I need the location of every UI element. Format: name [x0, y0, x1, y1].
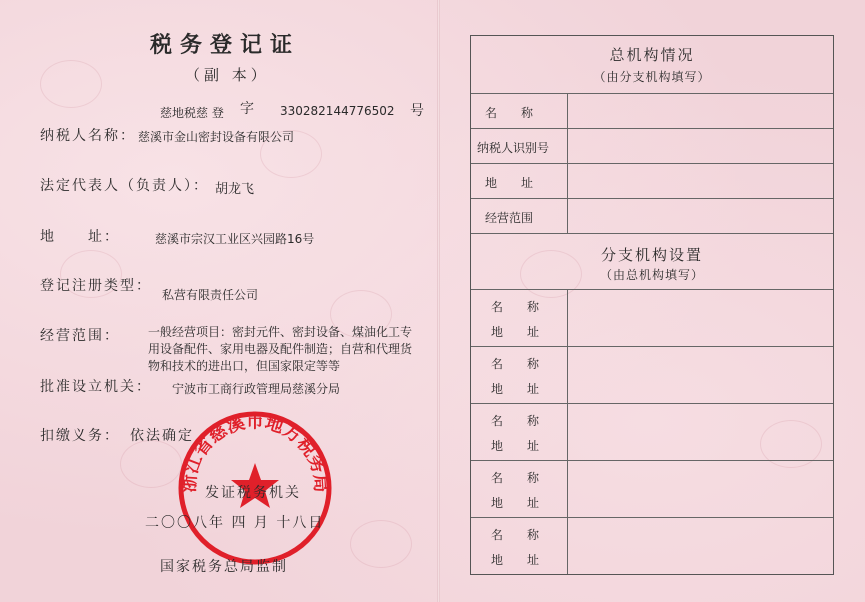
table-row [471, 93, 833, 128]
branch-address-label: 地 址 [491, 553, 540, 567]
table-row [471, 163, 833, 198]
column-divider [567, 289, 568, 574]
watermark [120, 440, 182, 488]
watermark [40, 60, 102, 108]
branch-address-label: 地 址 [491, 382, 540, 396]
watermark [350, 520, 412, 568]
table-row [471, 460, 833, 517]
reg-number: 330282144776502 [280, 104, 395, 118]
branch-name-label: 名 称 [491, 471, 540, 485]
branch-name-label: 名 称 [491, 414, 540, 428]
table-row [471, 403, 833, 460]
table-row [471, 289, 833, 346]
hq-scope-label: 经营范围 [485, 211, 534, 225]
branch-name-label: 名 称 [491, 357, 540, 371]
table-row [471, 198, 833, 233]
hq-address-label: 地 址 [485, 176, 534, 190]
hq-title: 总机构情况 [609, 46, 695, 64]
branch-name-label: 名 称 [491, 300, 540, 314]
obligation-label: 扣缴义务： [40, 428, 120, 444]
branch-info-table [470, 35, 834, 575]
hq-subtitle: （由分支机构填写） [593, 70, 711, 84]
taxpayer-value: 慈溪市金山密封设备有限公司 [138, 130, 295, 144]
branch-header [471, 233, 833, 289]
branch-address-label: 地 址 [491, 439, 540, 453]
branch-subtitle: （由总机构填写） [599, 268, 704, 282]
issuer: 发证税务机关 [205, 485, 301, 501]
certificate-title: 税务登记证 [150, 32, 301, 58]
reg-char: 字 [240, 101, 256, 117]
table-row [471, 517, 833, 574]
scope-value: 一般经营项目：密封元件、密封设备、煤油化工专用设备配件、家用电器及配件制造；自营和代理货物和技术的进出口，但国家限定等等 [148, 325, 413, 373]
page-fold [437, 0, 440, 602]
seal-text: 浙江省慈溪市地方税务局 [178, 411, 332, 494]
table-row [471, 346, 833, 403]
issue-date: 二〇〇八年 四 月 十八日 [145, 515, 325, 531]
branch-address-label: 地 址 [491, 325, 540, 339]
approval-label: 批准设立机关： [40, 379, 152, 395]
certificate-subtitle: （副 本） [185, 66, 270, 84]
branch-address-label: 地 址 [491, 496, 540, 510]
supervisor: 国家税务总局监制 [160, 559, 288, 575]
legal-rep-value: 胡龙飞 [215, 182, 255, 197]
hq-name-label: 名 称 [485, 106, 534, 120]
reg-prefix: 慈地税慈 登 [160, 106, 224, 120]
address-value: 慈溪市宗汉工业区兴园路16号 [155, 232, 315, 246]
address-label: 地 址： [40, 229, 120, 245]
column-divider [567, 93, 568, 233]
approval-value: 宁波市工商行政管理局慈溪分局 [172, 382, 341, 396]
hq-taxid-label: 纳税人识别号 [477, 141, 550, 155]
reg-type-value: 私营有限责任公司 [162, 288, 259, 302]
reg-suffix: 号 [410, 103, 426, 119]
scope-label: 经营范围： [40, 328, 120, 344]
obligation-value: 依法确定 [130, 428, 194, 444]
branch-name-label: 名 称 [491, 528, 540, 542]
reg-type-label: 登记注册类型： [40, 278, 152, 294]
branch-title: 分支机构设置 [600, 246, 703, 264]
table-row [471, 128, 833, 163]
taxpayer-label: 纳税人名称： [40, 128, 136, 144]
legal-rep-label: 法定代表人（负责人）： [40, 178, 209, 194]
